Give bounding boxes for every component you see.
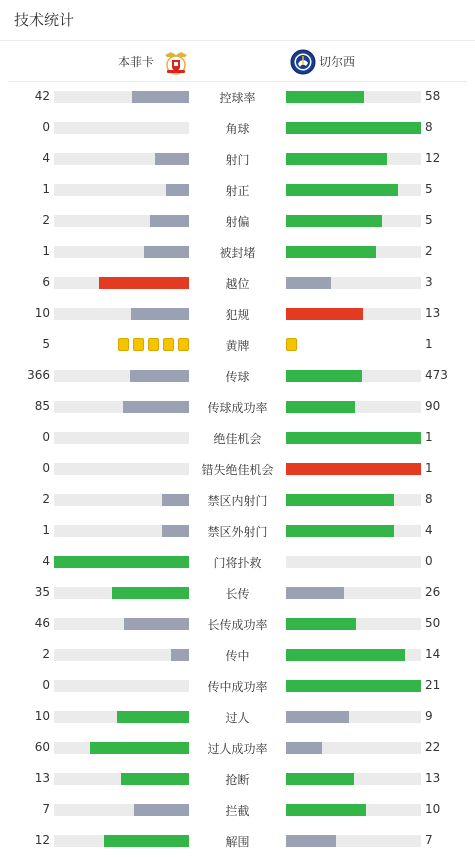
stat-label: 错失绝佳机会: [201, 463, 274, 477]
away-stat-bar: [286, 184, 421, 196]
away-stat-bar: [286, 835, 421, 847]
stat-row: [0, 577, 475, 608]
away-stat-bar-fill: [286, 401, 355, 413]
stat-label: 控球率: [219, 91, 256, 105]
away-stat-bar-fill: [286, 680, 421, 692]
home-stat-value: 0: [42, 430, 50, 444]
away-stat-value: 1: [425, 461, 433, 475]
home-yellow-cards: [118, 338, 189, 351]
stats-list: [0, 81, 475, 856]
stat-label: 传中: [225, 649, 250, 663]
home-stat-bar-fill: [54, 556, 189, 568]
away-stat-value: 0: [425, 554, 433, 568]
home-stat-value: 7: [42, 802, 50, 816]
home-stat-bar: [54, 184, 189, 196]
stat-row: [0, 484, 475, 515]
away-stat-bar-fill: [286, 618, 356, 630]
yellow-card-icon: [286, 338, 297, 351]
away-stat-bar: [286, 494, 421, 506]
home-stat-bar-fill: [90, 742, 189, 754]
home-stat-bar: [54, 525, 189, 537]
away-stat-bar-fill: [286, 463, 421, 475]
away-stat-value: 1: [425, 430, 433, 444]
away-stat-bar-fill: [286, 711, 349, 723]
away-stat-bar: [286, 649, 421, 661]
away-stat-bar-fill: [286, 246, 376, 258]
home-stat-bar-fill: [112, 587, 189, 599]
away-stat-bar-fill: [286, 587, 344, 599]
chelsea-logo-icon: [290, 49, 316, 75]
away-stat-value: 7: [425, 833, 433, 847]
home-stat-value: 5: [42, 337, 50, 351]
stat-label: 解围: [225, 835, 250, 849]
stat-label: 越位: [225, 277, 250, 291]
away-stat-bar-fill: [286, 308, 363, 320]
home-stat-value: 13: [34, 771, 50, 785]
away-stat-bar: [286, 711, 421, 723]
stat-row: [0, 236, 475, 267]
home-stat-bar: [54, 804, 189, 816]
away-stat-bar-fill: [286, 122, 421, 134]
home-stat-bar: [54, 308, 189, 320]
stat-row: [0, 515, 475, 546]
teams-header: [8, 41, 467, 82]
home-stat-value: 366: [27, 368, 50, 382]
stat-row: [0, 546, 475, 577]
yellow-card-icon: [178, 338, 189, 351]
away-stat-value: 13: [425, 771, 441, 785]
stat-row: [0, 267, 475, 298]
home-stat-value: 1: [42, 182, 50, 196]
away-stat-bar: [286, 277, 421, 289]
away-stat-value: 21: [425, 678, 441, 692]
stat-label: 传球成功率: [207, 401, 268, 415]
away-stat-bar: [286, 432, 421, 444]
home-stat-bar-fill: [162, 494, 189, 506]
away-stat-value: 22: [425, 740, 441, 754]
home-stat-value: 10: [34, 306, 50, 320]
home-stat-bar: [54, 494, 189, 506]
stat-label: 拦截: [225, 804, 250, 818]
stat-label: 禁区外射门: [207, 525, 268, 539]
away-stat-bar: [286, 91, 421, 103]
away-stat-bar-fill: [286, 835, 336, 847]
stat-label: 犯规: [225, 308, 250, 322]
stat-label: 禁区内射门: [207, 494, 268, 508]
away-stat-bar: [286, 246, 421, 258]
stat-row: [0, 763, 475, 794]
home-stat-value: 0: [42, 678, 50, 692]
home-stat-bar-fill: [131, 308, 189, 320]
away-stat-bar-fill: [286, 494, 394, 506]
stat-row: [0, 391, 475, 422]
home-stat-bar: [54, 618, 189, 630]
stat-label: 角球: [225, 122, 250, 136]
home-stat-value: 12: [34, 833, 50, 847]
home-stat-bar: [54, 773, 189, 785]
stat-row: [0, 701, 475, 732]
home-stat-bar-fill: [99, 277, 189, 289]
home-stat-value: 46: [34, 616, 50, 630]
away-stat-value: 8: [425, 120, 433, 134]
home-stat-bar: [54, 649, 189, 661]
home-stat-value: 4: [42, 554, 50, 568]
away-stat-bar: [286, 308, 421, 320]
away-stat-bar: [286, 773, 421, 785]
away-stat-bar-fill: [286, 370, 362, 382]
home-stat-value: 6: [42, 275, 50, 289]
home-team-name: 本菲卡: [117, 55, 154, 69]
stat-row: [0, 453, 475, 484]
home-stat-value: 1: [42, 523, 50, 537]
away-stat-bar-fill: [286, 804, 366, 816]
away-stat-bar-fill: [286, 277, 331, 289]
stat-row: [0, 670, 475, 701]
away-stat-value: 2: [425, 244, 433, 258]
away-team-name: 切尔西: [319, 55, 356, 69]
home-stat-bar-fill: [171, 649, 189, 661]
home-stat-value: 60: [34, 740, 50, 754]
home-stat-bar: [54, 432, 189, 444]
home-stat-bar-fill: [155, 153, 189, 165]
home-stat-bar-fill: [104, 835, 189, 847]
yellow-card-icon: [148, 338, 159, 351]
yellow-card-icon: [118, 338, 129, 351]
home-stat-value: 10: [34, 709, 50, 723]
home-stat-value: 0: [42, 120, 50, 134]
home-stat-bar: [54, 835, 189, 847]
stat-label: 传球: [225, 370, 250, 384]
stat-row: [0, 205, 475, 236]
stat-label: 射门: [225, 153, 250, 167]
away-stat-bar: [286, 804, 421, 816]
away-stat-bar: [286, 587, 421, 599]
home-stat-bar-fill: [132, 91, 189, 103]
away-stat-bar-fill: [286, 649, 405, 661]
away-stat-bar: [286, 153, 421, 165]
away-stat-value: 26: [425, 585, 441, 599]
home-stat-bar-fill: [123, 401, 189, 413]
stat-row: [0, 825, 475, 856]
away-stat-value: 10: [425, 802, 441, 816]
away-stat-bar: [286, 463, 421, 475]
home-stat-bar: [54, 680, 189, 692]
stat-row: [0, 639, 475, 670]
away-stat-value: 5: [425, 182, 433, 196]
home-stat-bar: [54, 215, 189, 227]
home-stat-value: 2: [42, 213, 50, 227]
away-stat-bar-fill: [286, 91, 364, 103]
benfica-logo-icon: [163, 49, 189, 75]
home-stat-value: 2: [42, 492, 50, 506]
away-stat-bar: [286, 618, 421, 630]
away-stat-bar-fill: [286, 773, 354, 785]
stat-label: 过人成功率: [207, 742, 268, 756]
stat-row: [0, 732, 475, 763]
stat-row: [0, 298, 475, 329]
home-stat-bar-fill: [124, 618, 189, 630]
stat-label: 黄牌: [225, 339, 250, 353]
home-stat-value: 2: [42, 647, 50, 661]
away-stat-bar: [286, 370, 421, 382]
home-stat-bar: [54, 742, 189, 754]
home-stat-bar-fill: [162, 525, 189, 537]
away-stat-bar: [286, 122, 421, 134]
home-stat-bar: [54, 122, 189, 134]
away-stat-value: 12: [425, 151, 441, 165]
yellow-card-icon: [133, 338, 144, 351]
home-stat-bar-fill: [150, 215, 189, 227]
away-stat-value: 13: [425, 306, 441, 320]
stat-row: [0, 174, 475, 205]
away-stat-bar: [286, 742, 421, 754]
away-stat-bar: [286, 401, 421, 413]
home-stat-bar: [54, 711, 189, 723]
home-stat-bar: [54, 556, 189, 568]
away-stat-bar-fill: [286, 215, 382, 227]
home-stat-value: 4: [42, 151, 50, 165]
home-stat-value: 0: [42, 461, 50, 475]
away-stat-bar-fill: [286, 432, 421, 444]
stat-row: [0, 112, 475, 143]
stat-row: [0, 422, 475, 453]
away-stat-value: 5: [425, 213, 433, 227]
home-stat-bar: [54, 587, 189, 599]
away-stat-bar-fill: [286, 742, 322, 754]
stat-label: 抢断: [225, 773, 250, 787]
stat-label: 绝佳机会: [213, 432, 262, 446]
page-title: 技术统计: [0, 0, 475, 41]
stat-label: 射正: [225, 184, 250, 198]
home-stat-bar-fill: [130, 370, 189, 382]
away-stat-value: 8: [425, 492, 433, 506]
home-stat-value: 42: [34, 89, 50, 103]
away-stat-bar-fill: [286, 525, 394, 537]
home-stat-bar: [54, 463, 189, 475]
away-stat-value: 90: [425, 399, 441, 413]
home-stat-bar: [54, 401, 189, 413]
away-stat-bar-fill: [286, 184, 398, 196]
away-stat-value: 50: [425, 616, 441, 630]
away-stat-bar: [286, 215, 421, 227]
away-stat-bar-fill: [286, 153, 387, 165]
away-stat-value: 3: [425, 275, 433, 289]
away-stat-value: 1: [425, 337, 433, 351]
home-stat-bar: [54, 91, 189, 103]
home-stat-bar: [54, 246, 189, 258]
home-stat-bar-fill: [144, 246, 189, 258]
away-stat-value: 14: [425, 647, 441, 661]
stat-label: 被封堵: [219, 246, 256, 260]
away-yellow-cards: [286, 338, 297, 351]
stat-row: [0, 329, 475, 360]
home-stat-bar-fill: [121, 773, 189, 785]
stat-row: [0, 81, 475, 112]
away-stat-bar: [286, 525, 421, 537]
stat-label: 射偏: [225, 215, 250, 229]
home-stat-bar-fill: [134, 804, 189, 816]
stat-label: 过人: [225, 711, 250, 725]
away-stat-value: 4: [425, 523, 433, 537]
away-stat-bar: [286, 556, 421, 568]
away-stat-value: 58: [425, 89, 441, 103]
stat-row: [0, 143, 475, 174]
home-stat-value: 1: [42, 244, 50, 258]
home-stat-bar-fill: [117, 711, 189, 723]
home-stat-bar: [54, 370, 189, 382]
home-stat-bar: [54, 277, 189, 289]
home-stat-value: 35: [34, 585, 50, 599]
home-stat-bar: [54, 153, 189, 165]
away-stat-bar: [286, 680, 421, 692]
stat-row: [0, 608, 475, 639]
stat-label: 门将扑救: [213, 556, 262, 570]
stat-label: 长传成功率: [207, 618, 268, 632]
stat-label: 传中成功率: [207, 680, 268, 694]
stat-row: [0, 360, 475, 391]
away-stat-value: 473: [425, 368, 448, 382]
stat-row: [0, 794, 475, 825]
away-stat-value: 9: [425, 709, 433, 723]
yellow-card-icon: [163, 338, 174, 351]
stat-label: 长传: [225, 587, 250, 601]
home-stat-value: 85: [34, 399, 50, 413]
home-stat-bar-fill: [166, 184, 189, 196]
